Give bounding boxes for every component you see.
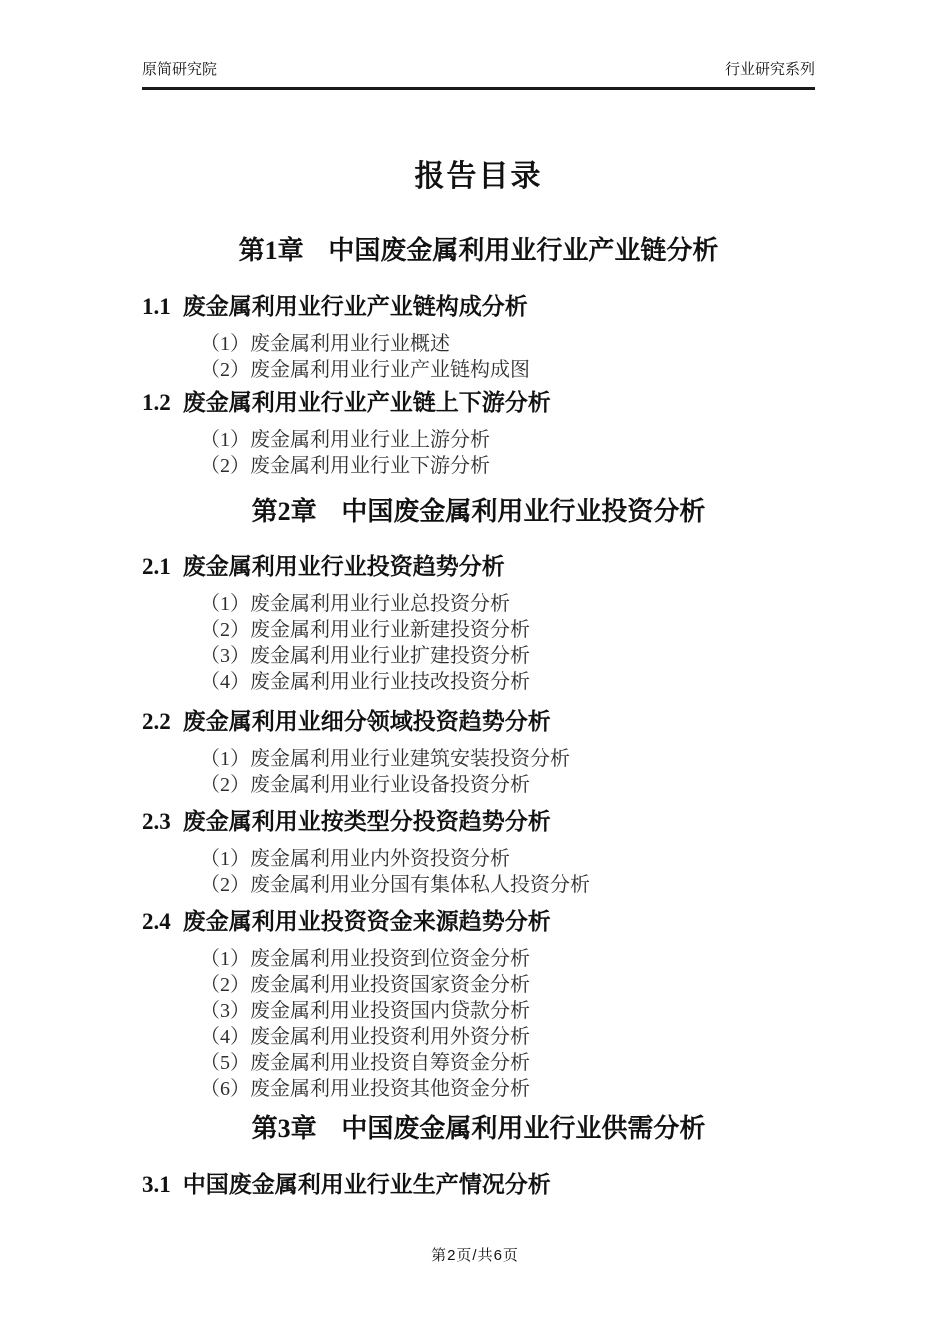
chapter-3-title: 中国废金属利用业行业供需分析 (341, 1114, 706, 1143)
chapter-3-number: 第3章 (251, 1114, 317, 1143)
section-2-1-title: 废金属利用业行业投资趋势分析 (182, 554, 505, 579)
toc-item: （3）废金属利用业行业扩建投资分析 (200, 645, 530, 667)
header-institute: 原简研究院 (142, 61, 218, 78)
toc-item: （6）废金属利用业投资其他资金分析 (200, 1078, 530, 1100)
header-series: 行业研究系列 (724, 61, 815, 78)
page-number-indicator: 第2页/共6页 (431, 1247, 519, 1264)
section-2-4-number: 2.4 (142, 909, 171, 934)
toc-item: （2）废金属利用业行业设备投资分析 (200, 774, 530, 796)
section-1-2-items (200, 427, 815, 479)
chapter-1-title: 中国废金属利用业行业产业链分析 (328, 236, 719, 265)
chapter-2-title: 中国废金属利用业行业投资分析 (341, 497, 706, 526)
section-2-2-heading (142, 709, 815, 735)
section-1-1-number: 1.1 (142, 294, 171, 319)
section-1-2-heading (142, 390, 815, 416)
section-1-1-title: 废金属利用业行业产业链构成分析 (182, 294, 528, 319)
toc-item: （4）废金属利用业行业技改投资分析 (200, 671, 530, 693)
section-2-1-items (200, 591, 815, 695)
page-title: 报告目录 (414, 160, 543, 193)
toc-item: （5）废金属利用业投资自筹资金分析 (200, 1052, 530, 1074)
section-2-3-title: 废金属利用业按类型分投资趋势分析 (182, 809, 551, 834)
section-2-3-items (200, 846, 815, 898)
chapter-3-heading (142, 1114, 815, 1144)
toc-item: （1）废金属利用业行业总投资分析 (200, 593, 510, 615)
page-footer (0, 1247, 950, 1265)
toc-item: （3）废金属利用业投资国内贷款分析 (200, 1000, 530, 1022)
section-2-1-number: 2.1 (142, 554, 171, 579)
section-1-2-title: 废金属利用业行业产业链上下游分析 (182, 390, 551, 415)
toc-item: （1）废金属利用业内外资投资分析 (200, 848, 510, 870)
toc-item: （2）废金属利用业投资国家资金分析 (200, 974, 530, 996)
section-2-2-items (200, 746, 815, 798)
section-3-1-title: 中国废金属利用业行业生产情况分析 (182, 1172, 551, 1197)
section-2-1-heading (142, 554, 815, 580)
section-1-1-heading (142, 294, 815, 320)
section-2-3-number: 2.3 (142, 809, 171, 834)
section-2-4-items (200, 946, 815, 1102)
chapter-2-heading (142, 497, 815, 527)
toc-item: （1）废金属利用业行业建筑安装投资分析 (200, 748, 570, 770)
toc-item: （1）废金属利用业行业概述 (200, 333, 450, 355)
toc-item: （2）废金属利用业分国有集体私人投资分析 (200, 874, 590, 896)
header-divider (142, 87, 815, 90)
section-2-3-heading (142, 809, 815, 835)
section-3-1-heading (142, 1172, 815, 1198)
section-2-2-number: 2.2 (142, 709, 171, 734)
toc-item: （2）废金属利用业行业下游分析 (200, 455, 490, 477)
chapter-2-number: 第2章 (251, 497, 317, 526)
toc-item: （2）废金属利用业行业产业链构成图 (200, 359, 530, 381)
toc-item: （4）废金属利用业投资利用外资分析 (200, 1026, 530, 1048)
toc-item: （1）废金属利用业投资到位资金分析 (200, 948, 530, 970)
section-2-4-title: 废金属利用业投资资金来源趋势分析 (182, 909, 551, 934)
chapter-1-heading (142, 236, 815, 266)
page-header (142, 60, 815, 90)
toc-item: （1）废金属利用业行业上游分析 (200, 429, 490, 451)
chapter-1-number: 第1章 (238, 236, 304, 265)
section-2-2-title: 废金属利用业细分领域投资趋势分析 (182, 709, 551, 734)
section-1-2-number: 1.2 (142, 390, 171, 415)
section-2-4-heading (142, 909, 815, 935)
section-1-1-items (200, 331, 815, 383)
section-3-1-number: 3.1 (142, 1172, 171, 1197)
toc-item: （2）废金属利用业行业新建投资分析 (200, 619, 530, 641)
